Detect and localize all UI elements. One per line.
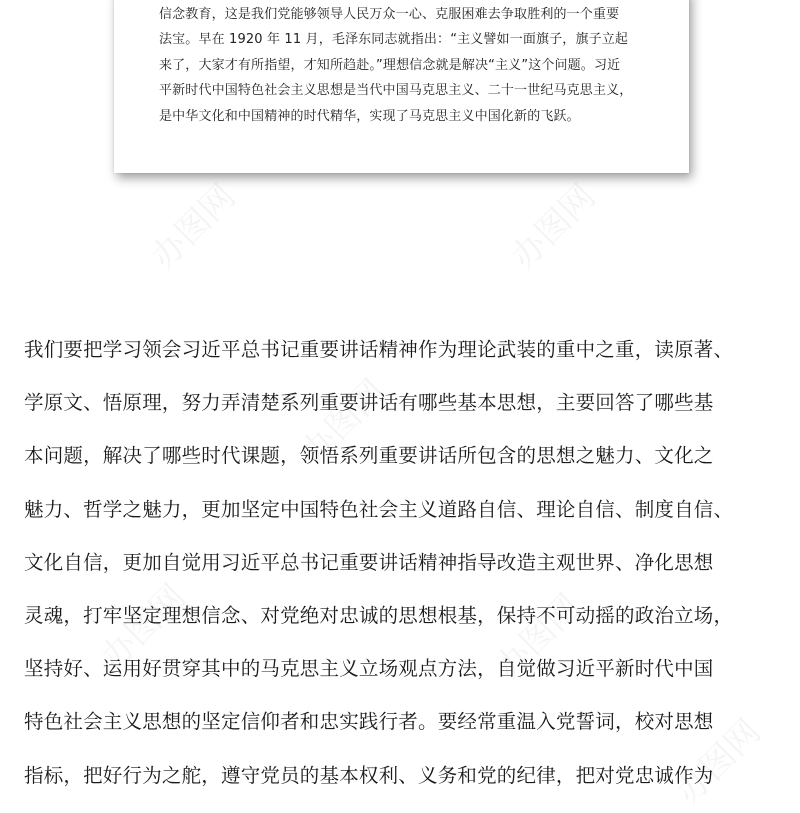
quote-line-2: 法宝。早在 1920 年 11 月，毛泽东同志就指出：“主义譬如一面旗子，旗子立起 — [159, 32, 629, 48]
body-line-1: 我们要把学习领会习近平总书记重要讲话精神作为理论武装的重中之重，读原著、 — [24, 338, 734, 361]
watermark — [498, 171, 605, 278]
body-line-9: 指标，把好行为之舵，遵守党员的基本权利、义务和党的纪律，把对党忠诚作为 — [24, 763, 714, 787]
quote-line-1: 信念教育，这是我们党能够领导人民万众一心、克服困难去争取胜利的一个重要 — [159, 7, 620, 22]
body-line-5: 文化自信，更加自觉用习近平总书记重要讲话精神指导改造主观世界、净化思想 — [24, 550, 714, 574]
watermark — [138, 171, 245, 278]
body-line-6: 灵魂，打牢坚定理想信念、对党绝对忠诚的思想根基，保持不可动摇的政治立场， — [24, 603, 734, 627]
body-line-2: 学原文、悟原理，努力弄清楚系列重要讲话有哪些基本思想，主要回答了哪些基 — [24, 391, 714, 415]
quote-card — [114, 0, 689, 173]
body-line-4: 魅力、哲学之魅力，更加坚定中国特色社会主义道路自信、理论自信、制度自信、 — [24, 497, 734, 521]
body-paragraph — [24, 323, 800, 802]
body-line-8: 特色社会主义思想的坚定信仰者和忠实践行者。要经常重温入党誓词，校对思想 — [24, 710, 714, 734]
quote-line-4: 平新时代中国特色社会主义思想是当代中国马克思主义、二十一世纪马克思主义， — [159, 83, 633, 99]
quote-line-3: 来了，大家才有所指望，才知所趋赴。”理想信念就是解决“主义”这个问题。习近 — [159, 57, 621, 73]
quote-line-5: 是中华文化和中国精神的时代精华，实现了马克思主义中国化新的飞跃。 — [159, 108, 580, 124]
body-line-7: 坚持好、运用好贯穿其中的马克思主义立场观点方法，自觉做习近平新时代中国 — [24, 657, 714, 681]
body-line-3: 本问题，解决了哪些时代课题，领悟系列重要讲话所包含的思想之魅力、文化之 — [24, 444, 714, 468]
